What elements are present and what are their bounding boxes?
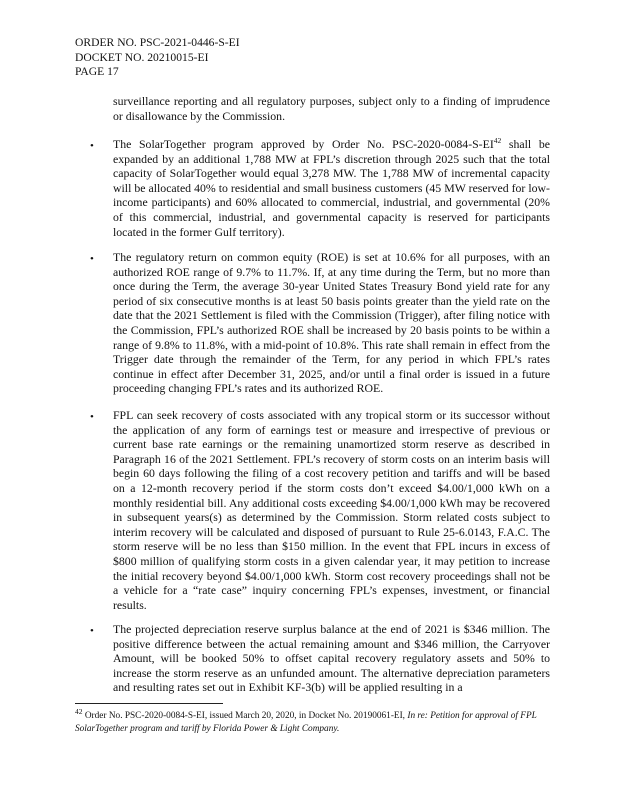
footnote-reference: 42 [493, 136, 502, 146]
bullet-solartogether [113, 137, 550, 239]
bullet-marker: • [90, 411, 94, 423]
bullet-marker: • [90, 140, 94, 152]
footnote-case-title: In re: Petition for approval of FPL SolarTogether program and tariff by Florida Power & Light Company. [75, 711, 537, 734]
footnote-divider [75, 703, 223, 704]
page-header [75, 36, 240, 80]
page-number: PAGE 17 [75, 65, 119, 78]
docket-number: DOCKET NO. 20210015-EI [75, 50, 209, 64]
bullet-text: shall be expanded by an additional 1,788 MW at FPL’s discretion through 2025 such that the total capacity of SolarTogether would equal 3,278 MW. The 1,788 MW of incremental capacity will be allocated 40% to residential and small business customers (45 MW reserved for low-income participants) and 60% allocated to commercial, industrial, and governmental (20% of this commercial, industrial, and governmental capacity is reserved for participants located in the former Gulf territory). [113, 137, 550, 239]
bullet-storm-cost-recovery: FPL can seek recovery of costs associated with any tropical storm or its successor without the application of any form of earnings test or measure and irrespective of previous or current base rate earnings or the remaining unamortized storm reserve as described in Paragraph 16 of the 2021 Settlement. FPL’s recovery of storm costs on an interim basis will begin 60 days following the filing of a cost recovery petition and tariffs and will be based on a 12-month recovery period if the storm costs don’t exceed $4.00/1,000 kWh on a monthly residential bill. Any additional costs exceeding $4.00/1,000 kWh may be recovered in subsequent years(s) as determined by the Commission. Storm related costs subject to interim recovery will be calculated and disposed of pursuant to Rule 25-6.0143, F.A.C. The storm reserve will be no less than $150 million. In the event that FPL incurs in excess of $800 million of qualifying storm costs in a given calendar year, it may petition to increase the initial recovery beyond $4.00/1,000 kWh. Storm cost recovery proceedings shall not be a vehicle for a “rate case” inquiry concerning FPL’s expenses, investment, or financial results. [113, 408, 550, 612]
order-number: ORDER NO. PSC-2021-0446-S-EI [75, 36, 240, 49]
continuation-paragraph: surveillance reporting and all regulatory purposes, subject only to a finding of imprudence or disallowance by the Commission. [113, 94, 550, 123]
bullet-text: The SolarTogether program approved by Order No. PSC-2020-0084-S-EI [113, 137, 494, 151]
footnote [75, 706, 553, 735]
bullet-depreciation-reserve: The projected depreciation reserve surplus balance at the end of 2021 is $346 million. The positive difference between the actual remaining amount and $346 million, the Carryover Amount, will be booked 50% to offset capital recovery regulatory assets and 50% to increase the storm reserve as an unfunded amount. The alternative depreciation parameters and resulting rates set out in Exhibit KF-3(b) will be applied resulting in a [113, 622, 550, 695]
bullet-marker: • [90, 253, 94, 265]
bullet-roe: The regulatory return on common equity (ROE) is set at 10.6% for all purposes, with an authorized ROE range of 9.7% to 11.7%. If, at any time during the Term, but no more than once during the Term, the average 30-year United States Treasury Bond yield rate for any period of six consecutive months is at least 50 basis points greater than the yield rate on the date that the 2021 Settlement is filed with the Commission (Trigger), after filing notice with the Commission, FPL’s authorized ROE shall be increased by 20 basis points to be within a range of 9.8% to 11.8%, with a mid-point of 10.8%. This rate shall remain in effect from the Trigger date through the remainder of the Term, for any period in which FPL’s rates continue in effect after December 31, 2025, and/or until a final order is issued in a future proceeding changing FPL’s rates and its authorized ROE. [113, 250, 550, 396]
footnote-text: Order No. PSC-2020-0084-S-EI, issued March 20, 2020, in Docket No. 20190061-EI, [82, 711, 408, 721]
bullet-marker: • [90, 625, 94, 637]
footnote-number: 42 [75, 706, 83, 716]
